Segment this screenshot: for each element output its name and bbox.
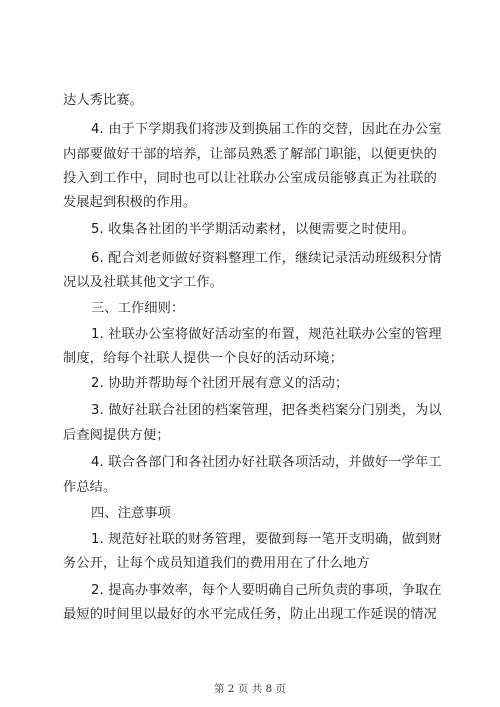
text-line: 3. 做好社联合社团的档案管理，把各类档案分门别类，为以	[91, 403, 442, 418]
text-line: 6. 配合刘老师做好资料整理工作，继续记录活动班级积分情	[91, 251, 442, 266]
text-line: 务公开，让每个成员知道我们的费用用在了什么地方	[63, 556, 370, 571]
text-line: 4. 由于下学期我们将涉及到换届工作的交替，因此在办公室	[91, 122, 442, 137]
text-line: 5. 收集各社团的半学期活动素材，以便需要之时使用。	[91, 222, 415, 237]
page-number: 第 2 页 共 8 页	[213, 683, 287, 695]
text-line: 内部要做好干部的培养，让部员熟悉了解部门职能，以便更快的	[63, 147, 437, 162]
text-line: 后查阅提供方便；	[63, 428, 170, 443]
text-line: 作总结。	[63, 480, 117, 495]
section-heading: 三、工作细则：	[91, 301, 185, 316]
text-line: 2. 提高办事效率，每个人要明确自己所负责的事项，争取在	[91, 583, 442, 598]
text-line: 制度，给每个社联人提供一个良好的活动环境；	[63, 351, 344, 366]
text-line: 最短的时间里以最好的水平完成任务，防止出现工作延误的情况	[63, 607, 437, 622]
text-line: 发展起到积极的作用。	[63, 195, 197, 210]
section-heading: 四、注意事项	[91, 506, 172, 521]
text-line: 况以及社联其他文字工作。	[63, 275, 224, 290]
text-line: 2. 协助并帮助每个社团开展有意义的活动；	[91, 376, 349, 391]
text-line: 投入到工作中，同时也可以让社联办公室成员能够真正为社联的	[63, 171, 437, 186]
text-line: 4. 联合各部门和各社团办好社联各项活动，并做好一学年工	[91, 455, 442, 470]
text-line: 达人秀比赛。	[63, 93, 144, 108]
text-line: 1. 社联办公室将做好活动室的布置，规范社联办公室的管理	[91, 327, 442, 342]
text-line: 1. 规范好社联的财务管理，要做到每一笔开支明确，做到财	[91, 532, 442, 547]
